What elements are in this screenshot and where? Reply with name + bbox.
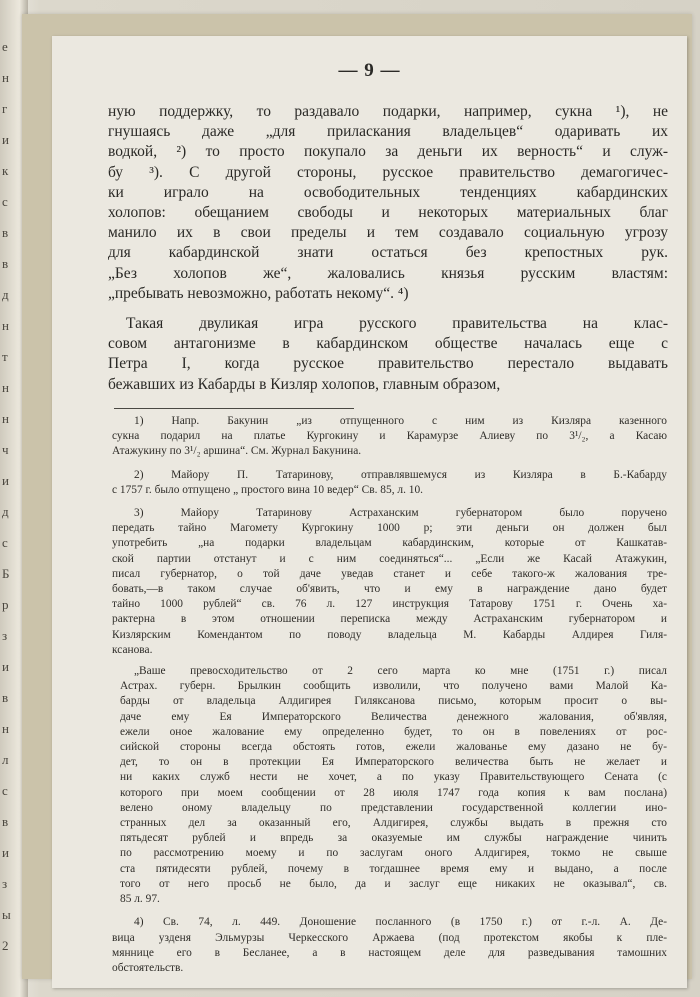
footnote-line: Атажукину по 3¹/₂ аршина“. См. Журнал Бакунина. <box>112 445 362 458</box>
footnote-line: ской партии отстанут и с ним соединяться“... „Если же Касай Атажукин, <box>112 552 667 565</box>
footnote-line: 4) Св. 74, л. 449. Доношение посланного (в 1750 г.) от г.-л. А. Де- <box>134 916 667 929</box>
adjacent-page-fragment: т <box>2 349 8 364</box>
text-line: совом антагонизме в кабардинском обществе началась еще с <box>108 335 668 353</box>
paragraph-2 <box>108 314 668 395</box>
adjacent-page-fragment: н <box>2 70 9 85</box>
footnote-quote-line: велено оному владельцу по представлении государственной коллегии ино- <box>120 801 667 814</box>
adjacent-page-fragment: в <box>2 225 9 240</box>
text-line: для кабардинской знати остаться без крепостных рук. <box>108 244 668 262</box>
footnote-line: рактерна в этом отношении переписка между Астраханским губернатором и <box>112 613 667 626</box>
adjacent-page-fragment: ч <box>2 442 9 457</box>
text-line: гнушаясь даже „для приласкания владельцев“ одаривать их <box>108 123 668 141</box>
adjacent-page-fragment: е <box>2 39 8 54</box>
adjacent-page-fragment: и <box>2 132 9 147</box>
footnote-quote-line: „Ваше превосходительство от 2 сего марта ко мне (1751 г.) писал <box>134 665 667 678</box>
footnote-quote-line: странных дел за оказанный его, Алдигирея, службы выдать в прежня сто <box>120 817 667 830</box>
footnote-quote-line: сийской стороны всегда обстоять готов, ежели жалованье ему дазано не бу- <box>120 741 667 754</box>
text-line: бу ³). С другой стороны, русское правительство демагогичес- <box>108 163 668 181</box>
footnote-line: Кизлярским Комендантом по поводу владельца М. Кабарды Алдирея Гиля- <box>112 628 667 641</box>
adjacent-page-fragment: н <box>2 721 9 736</box>
adjacent-page-fragment: в <box>2 814 9 829</box>
footnote-quote-line: по рассмотрению моему и по заслугам оного Алдигирея, токмо не свыше <box>120 847 667 860</box>
adjacent-page-fragment: г <box>2 101 8 116</box>
adjacent-page-fragment: и <box>2 473 9 488</box>
footnote-line: ксанова. <box>112 643 153 656</box>
adjacent-page-fragment: 2 <box>2 938 9 953</box>
adjacent-page-fragment: з <box>2 628 8 643</box>
adjacent-page-fragment: н <box>2 411 9 426</box>
text-line: водкой, ²) то просто покупало за деньги их верность“ и служ- <box>108 143 668 161</box>
footnote-quote-line: пятьдесят рублей и впредь за оказуемые им службы награждение чинить <box>120 832 667 845</box>
text-line: ную поддержку, то раздавало подарки, например, сукна ¹), не <box>108 103 668 120</box>
footnote-line: вица узденя Эльмурзы Черкесского Аржаева (под протекстом якобы к пле- <box>112 931 667 944</box>
footnote-line: писал губернатор, о той даче уведав станет и себе такого-ж жалования тре- <box>112 567 667 580</box>
footnote-line: 1) Напр. Бакунин „из отпущенного с ним из Кизляра казенного <box>134 415 667 427</box>
text-line: ки играло на освободительных тенденциях кабардинских <box>108 183 668 201</box>
footnote-line: сукна подарил на платье Кургокину и Карамурзе Алиеву по 3¹/₂, а Касаю <box>112 430 667 443</box>
footnote-line: тайно 1000 рублей“ св. 76 л. 127 инструкция Татарову 1751 г. Очень ха- <box>112 598 667 611</box>
footnote-quote-line: 85 л. 97. <box>120 893 160 906</box>
page-number: — 9 — <box>338 60 401 81</box>
adjacent-page-fragment: д <box>2 504 9 519</box>
footnote-quote-line: ста пятидесяти рублей, почему в тогдашнее время ему и выдано, а после <box>120 862 667 875</box>
footnote-quote-line: ни каких служб нести не хочет, а по указу Правительствующего Сената (с <box>120 771 667 784</box>
adjacent-page-fragment: и <box>2 845 9 860</box>
footnote-2 <box>112 468 667 498</box>
adjacent-page-fragment: с <box>2 535 8 550</box>
footnote-3 <box>112 506 667 907</box>
text-line: Петра I, когда русское правительство перестало выдавать <box>108 355 668 373</box>
footnote-1 <box>112 414 667 460</box>
adjacent-page-fragment: с <box>2 194 8 209</box>
adjacent-page-fragment: и <box>2 659 9 674</box>
adjacent-page-fragment: з <box>2 876 8 891</box>
text-line: „Без холопов же“, жаловались князья русским властям: <box>108 264 668 282</box>
footnote-line: передать тайно Магомету Кургокину 1000 р; эти деньги он должен был <box>112 522 667 535</box>
footnote-line: употребить „на подарки владельцам кабардинским, которые от Кашкатав- <box>112 537 667 550</box>
footnote-line: мяннице его в Бесланее, а в настоящем деле для разведывания тамошних <box>112 946 667 959</box>
footnote-quote-line: барды от владельца Алдигирея Гиляксанова письмо, которым просит о вы- <box>120 695 667 708</box>
paragraph-1 <box>108 102 668 304</box>
footnote-quote-line: ежели оное жалование ему определенно будет, то он в повелениях от рос- <box>120 725 667 738</box>
footnote-quote-line: Астрах. губерн. Брылкин сообщить изволили, что получено вами Малой Ка- <box>120 680 667 693</box>
adjacent-page-fragment: в <box>2 690 9 705</box>
adjacent-page-fragment: ы <box>2 907 11 922</box>
adjacent-page-fragment: в <box>2 256 9 271</box>
text-line: холопов: обещанием свободы и некоторых материальных благ <box>108 204 668 222</box>
adjacent-page-fragment: Б <box>2 566 10 581</box>
footnote-quote-line: того от него просьб не было, да и заслуг еще никаких не оказывал“, св. <box>120 877 667 890</box>
text-line: „пребывать невозможно, работать некому“. ⁴) <box>108 284 409 302</box>
footnote-line: с 1757 г. было отпущено „ простого вина 10 ведер“ Св. 85, л. 10. <box>112 483 424 496</box>
footnote-quote-line: даче ему Ея Императорского Величества денежного жалования, об'являя, <box>120 710 667 723</box>
adjacent-page-fragment: д <box>2 287 9 302</box>
footnote-4 <box>112 915 667 976</box>
footnote-quote-line: которого при моем сообщении от 28 июля 1747 года копия к вам послана) <box>120 786 667 799</box>
adjacent-page-fragment: л <box>2 752 9 767</box>
adjacent-page-fragment: н <box>2 380 9 395</box>
footnote-line: 3) Майору Татаринову Астраханским губернатором было поручено <box>134 507 667 520</box>
footnote-line: обстоятельств. <box>112 961 184 974</box>
footnote-quote-line: дет, то он в протекции Ея Императорского величества быть не желает и <box>120 756 667 769</box>
footnote-line: 2) Майору П. Татаринову, отправлявшемуся из Кизляра в Б.-Кабарду <box>134 468 667 481</box>
adjacent-page-fragment: н <box>2 318 9 333</box>
adjacent-page-fragment: с <box>2 783 8 798</box>
footnotes <box>112 414 667 984</box>
footnote-divider <box>114 408 354 409</box>
main-text <box>108 102 668 395</box>
adjacent-page-fragment: р <box>2 597 9 612</box>
footnote-quote <box>112 664 667 907</box>
text-line: бежавших из Кабарды в Кизляр холопов, главным образом, <box>108 375 501 393</box>
book-page <box>52 36 687 988</box>
adjacent-page-fragment: к <box>2 163 9 178</box>
text-line: манило их в свои пределы и тем создавало социальную угрозу <box>108 224 668 242</box>
text-line: Такая двуликая игра русского правительства на клас- <box>126 315 668 333</box>
footnote-line: бовать,—в таком случае об'явить, что и ему в награждение дано будет <box>112 583 667 596</box>
book-cover-board <box>22 14 692 979</box>
